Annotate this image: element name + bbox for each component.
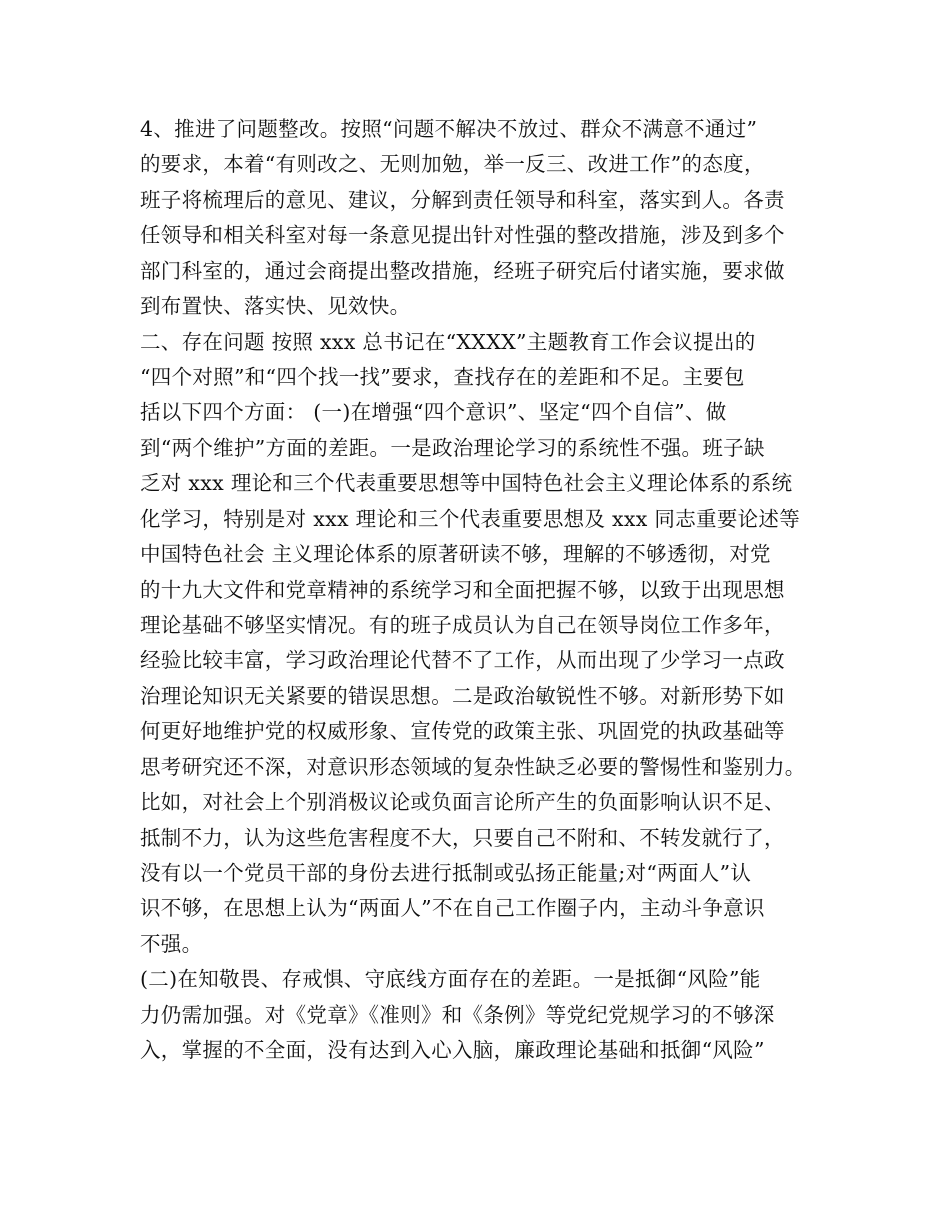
text-line: 中国特色社会 主义理论体系的原著研读不够，理解的不够透彻，对党 xyxy=(140,542,771,566)
text-line: 不强。 xyxy=(140,932,203,956)
text-line: 班子将梳理后的意见、建议，分解到责任领导和科室，落实到人。各责 xyxy=(140,188,785,212)
text-line: 括以下四个方面： (一)在增强“四个意识”、坚定“四个自信”、做 xyxy=(140,400,727,424)
text-line: 乏对 xxx 理论和三个代表重要思想等中国特色社会主义理论体系的系统 xyxy=(140,471,793,495)
text-line: 识不够，在思想上认为“两面人”不在自己工作圈子内，主动斗争意识 xyxy=(140,896,765,920)
text-line: 抵制不力，认为这些危害程度不大，只要自己不附和、不转发就行了， xyxy=(140,826,785,850)
text-line: 经验比较丰富，学习政治理论代替不了工作，从而出现了少学习一点政 xyxy=(140,648,785,672)
text-line: 比如，对社会上个别消极议论或负面言论所产生的负面影响认识不足、 xyxy=(140,790,785,814)
text-line: 何更好地维护党的权威形象、宣传党的政策主张、巩固党的执政基础等 xyxy=(140,719,785,743)
text-line: 的要求，本着“有则改之、无则加勉，举一反三、改进工作”的态度， xyxy=(140,152,765,176)
text-line: 到“两个维护”方面的差距。一是政治理论学习的系统性不强。班子缺 xyxy=(140,436,765,460)
text-line: 二、存在问题 按照 xxx 总书记在“XXXX”主题教育工作会议提出的 xyxy=(140,330,756,354)
text-line: 思考研究还不深，对意识形态领域的复杂性缺乏必要的警惕性和鉴别力。 xyxy=(140,755,806,779)
text-line: 理论基础不够坚实情况。有的班子成员认为自己在领导岗位工作多年， xyxy=(140,613,785,637)
text-line: 到布置快、落实快、见效快。 xyxy=(140,294,411,318)
text-line: 任领导和相关科室对每一条意见提出针对性强的整改措施，涉及到多个 xyxy=(140,223,785,247)
text-line: 4、推进了问题整改。按照“问题不解决不放过、群众不满意不通过” xyxy=(140,117,758,141)
text-line: 化学习，特别是对 xxx 理论和三个代表重要思想及 xxx 同志重要论述等 xyxy=(140,507,801,531)
text-line: 的十九大文件和党章精神的系统学习和全面把握不够，以致于出现思想 xyxy=(140,578,785,602)
text-line: 入，掌握的不全面，没有达到入心入脑，廉政理论基础和抵御“风险” xyxy=(140,1038,765,1062)
text-line: (二)在知敬畏、存戒惧、守底线方面存在的差距。一是抵御“风险”能 xyxy=(140,967,761,991)
text-line: 部门科室的，通过会商提出整改措施，经班子研究后付诸实施，要求做 xyxy=(140,259,785,283)
text-line: “四个对照”和“四个找一找”要求，查找存在的差距和不足。主要包 xyxy=(140,365,745,389)
text-line: 力仍需加强。对《党章》《准则》和《条例》等党纪党规学习的不够深 xyxy=(140,1003,775,1027)
text-line: 治理论知识无关紧要的错误思想。二是政治敏锐性不够。对新形势下如 xyxy=(140,684,785,708)
text-line: 没有以一个党员干部的身份去进行抵制或弘扬正能量;对“两面人”认 xyxy=(140,861,752,885)
